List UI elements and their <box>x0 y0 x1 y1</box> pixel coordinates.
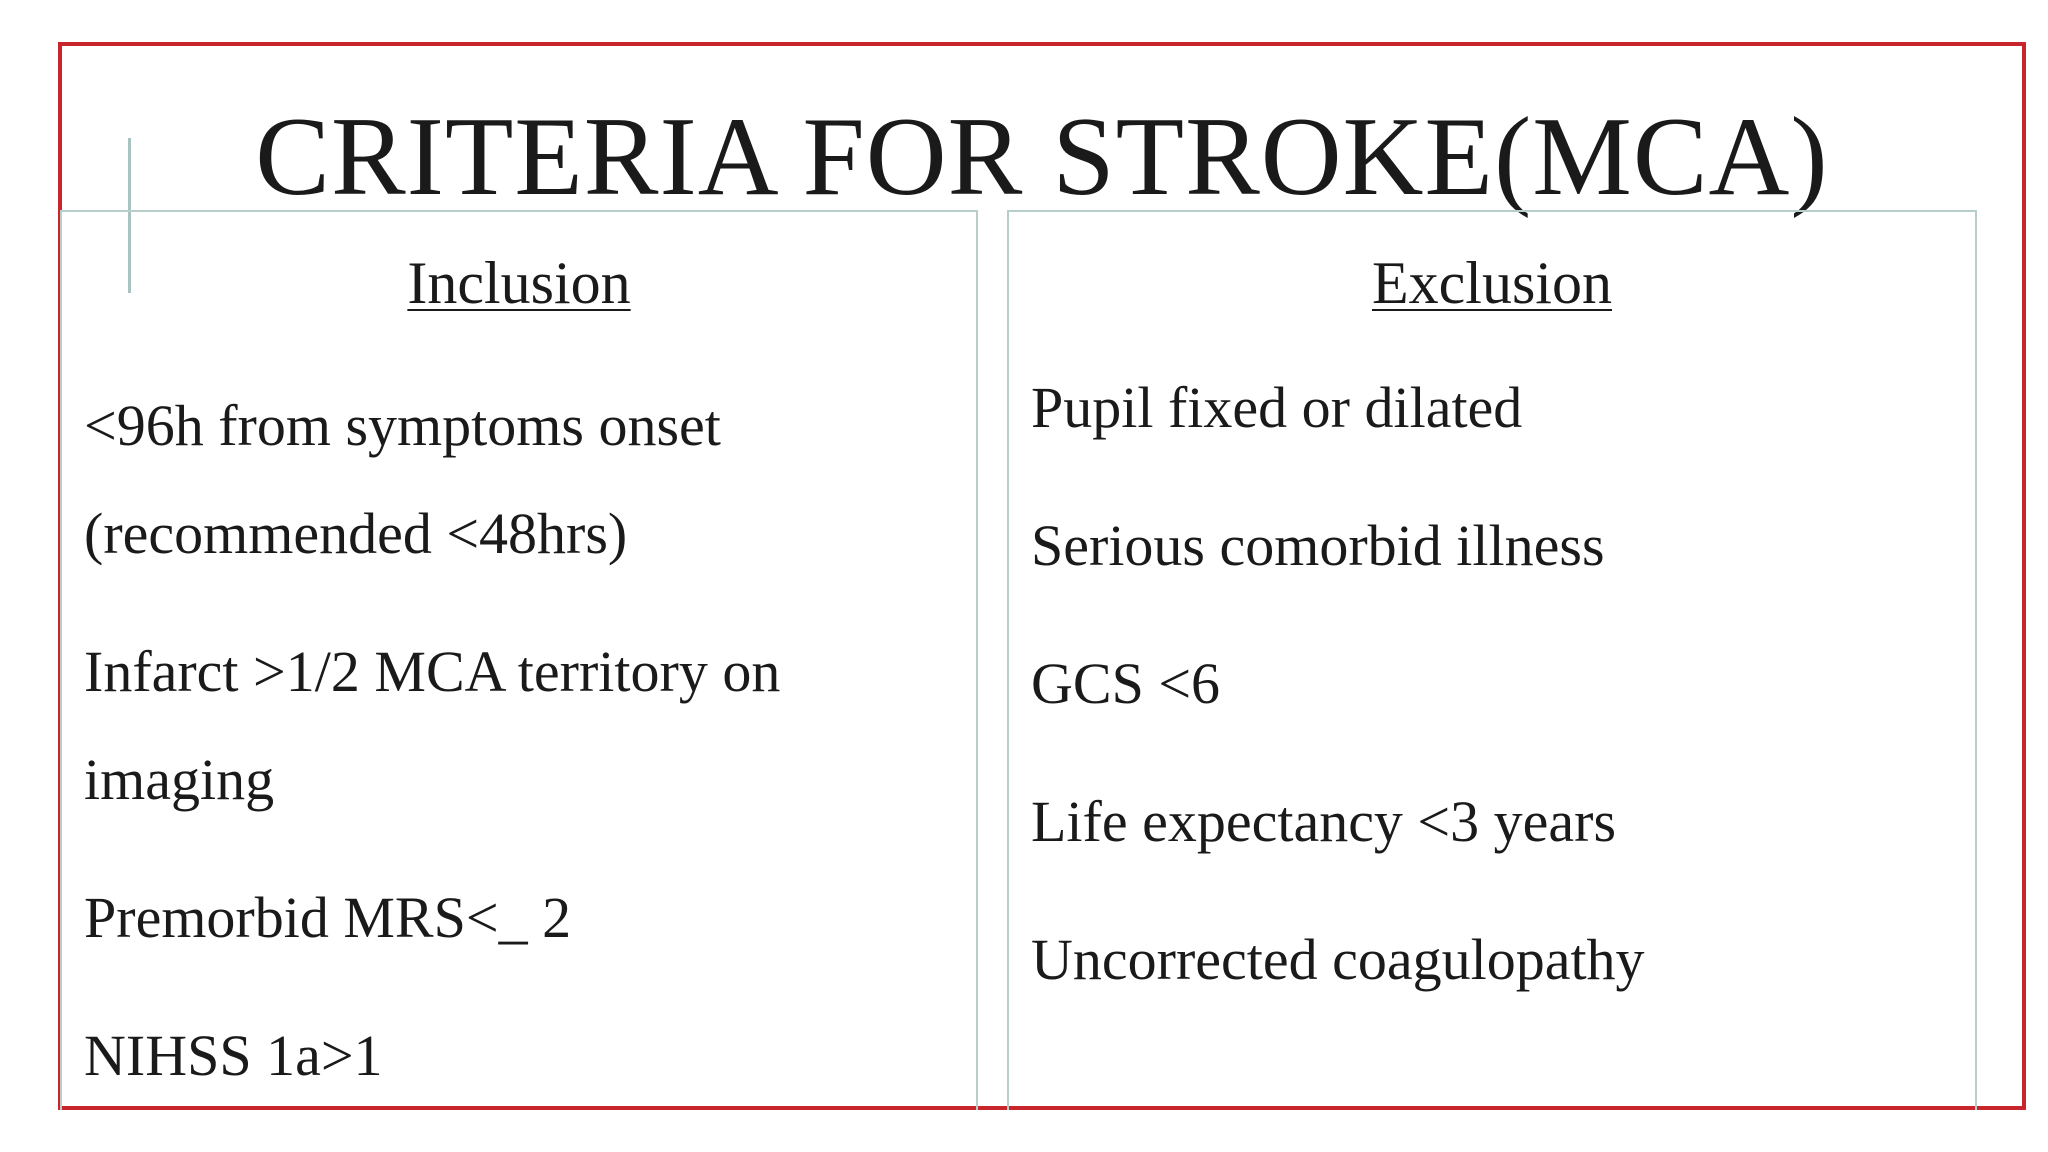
exclusion-column <box>1007 210 1977 1110</box>
exclusion-item: Life expectancy <3 years <box>1031 789 1617 854</box>
exclusion-item: GCS <6 <box>1031 651 1221 716</box>
exclusion-list <box>1031 372 1955 1062</box>
inclusion-heading: Inclusion <box>407 250 631 316</box>
exclusion-heading: Exclusion <box>1372 250 1612 316</box>
inclusion-column <box>60 210 978 1110</box>
inclusion-item: NIHSS 1a>1 <box>84 1023 383 1088</box>
inclusion-item: Infarct >1/2 MCA territory on imaging <box>84 639 781 812</box>
exclusion-item: Pupil fixed or dilated <box>1031 375 1523 440</box>
exclusion-item: Serious comorbid illness <box>1031 513 1605 578</box>
inclusion-list <box>84 372 956 1140</box>
exclusion-item: Uncorrected coagulopathy <box>1031 927 1645 992</box>
inclusion-item: Premorbid MRS<_ 2 <box>84 885 572 950</box>
slide-title: CRITERIA FOR STROKE(MCA) <box>255 95 1829 219</box>
inclusion-item: <96h from symptoms onset (recommended <48hrs) <box>84 393 721 566</box>
